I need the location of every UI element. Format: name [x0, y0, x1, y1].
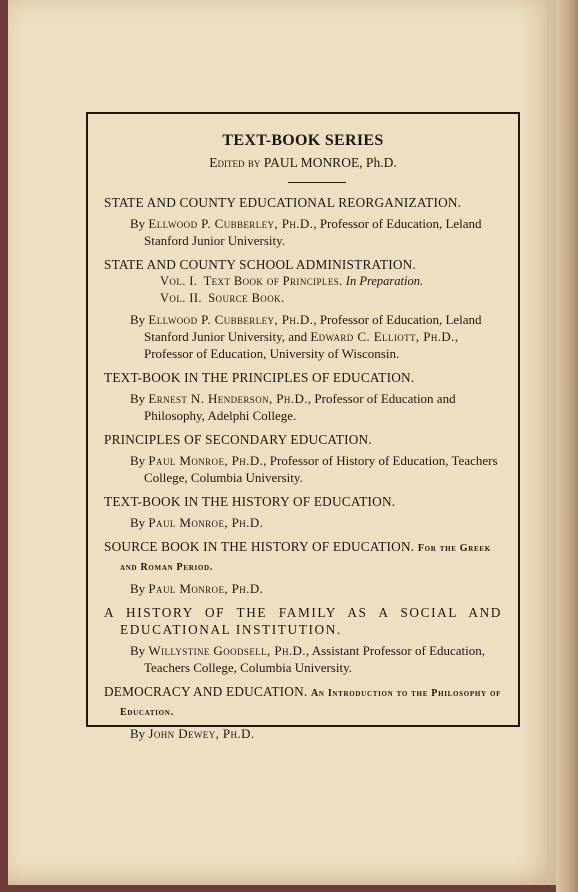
author-prefix: By: [130, 216, 146, 231]
author-prefix: By: [130, 726, 146, 741]
book-title: TEXT-BOOK IN THE PRINCIPLES OF EDUCATION.: [104, 370, 415, 385]
series-frame: [86, 112, 520, 741]
author-details: , Assistant Professor of Education, Teachers College, Columbia University.: [144, 643, 486, 675]
author-prefix: By: [130, 312, 146, 327]
book-subtitle: For the Greek and Roman Period.: [120, 543, 491, 573]
book-author: [104, 580, 502, 597]
author-details: , Professor of History of Education, Teachers College, Columbia University.: [144, 453, 498, 485]
book-author: [104, 452, 502, 486]
author-prefix: By: [130, 453, 146, 468]
editor-prefix: Edited by: [209, 155, 261, 170]
author-prefix: By: [130, 643, 146, 658]
author-details: , Professor of Education and Philosophy, Adelphi College.: [144, 391, 456, 423]
book-author: [104, 215, 502, 249]
author-details: , Professor of Education, Leland Stanford Junior University.: [144, 216, 482, 248]
author-name: Ernest N. Henderson, Ph.D.: [148, 391, 308, 406]
title-rule: [288, 182, 346, 183]
book-author: [104, 311, 502, 362]
volume-name: Text Book of Principles.: [203, 274, 343, 288]
page-edge: [556, 0, 578, 892]
book-entry: [104, 369, 502, 424]
book-entry: [104, 256, 502, 362]
author-name: Ellwood P. Cubberley, Ph.D.: [148, 216, 314, 231]
book-author: [104, 514, 502, 531]
book-title: [104, 538, 502, 576]
volume-number: Vol. I.: [160, 274, 198, 288]
book-author: [104, 642, 502, 676]
volume-number: Vol. II.: [160, 291, 202, 305]
author-prefix: By: [130, 391, 146, 406]
book-title: TEXT-BOOK IN THE HISTORY OF EDUCATION.: [104, 494, 396, 509]
author-name: Willystine Goodsell, Ph.D.: [148, 643, 306, 658]
book-entry: [104, 683, 502, 742]
page-edge-line: [547, 0, 549, 885]
author-name: Paul Monroe, Ph.D.: [148, 581, 264, 596]
book-entry: [104, 538, 502, 597]
book-list: [104, 194, 502, 749]
book-title: PRINCIPLES OF SECONDARY EDUCATION.: [104, 432, 372, 447]
editor-name: PAUL MONROE, Ph.D.: [263, 155, 397, 170]
volume-name: Source Book.: [208, 291, 285, 305]
book-title-main: SOURCE BOOK IN THE HISTORY OF EDUCATION.: [104, 539, 415, 554]
author-name: John Dewey, Ph.D.: [148, 726, 255, 741]
book-author: [104, 725, 502, 742]
author-name-2: Edward C. Elliott, Ph.D.: [310, 329, 455, 344]
author-prefix: By: [130, 581, 146, 596]
book-entry: [104, 493, 502, 531]
author-name: Ellwood P. Cubberley, Ph.D.: [148, 312, 314, 327]
book-author: [104, 390, 502, 424]
series-editor: [88, 155, 518, 171]
book-title: [104, 683, 502, 721]
book-entry: [104, 431, 502, 486]
book-entry: [104, 194, 502, 249]
series-title: TEXT-BOOK SERIES: [222, 132, 384, 149]
book-entry: [104, 604, 502, 676]
volume-line: [104, 273, 502, 290]
book-title: A HISTORY OF THE FAMILY AS A SOCIAL AND EDUCATIONAL INSTITUTION.: [104, 605, 502, 637]
volume-note: In Preparation.: [345, 274, 424, 288]
author-name: Paul Monroe, Ph.D.: [148, 453, 264, 468]
book-title: STATE AND COUNTY SCHOOL ADMINISTRATION.: [104, 257, 416, 272]
book-title-main: DEMOCRACY AND EDUCATION.: [104, 684, 308, 699]
book-title: STATE AND COUNTY EDUCATIONAL REORGANIZATION.: [104, 195, 462, 210]
author-name: Paul Monroe, Ph.D.: [148, 515, 264, 530]
author-prefix: By: [130, 515, 146, 530]
book-subtitle: An Introduction to the Philosophy of Education.: [120, 688, 502, 718]
author-details-2: , Professor of Education, University of Wisconsin.: [144, 329, 459, 361]
author-details: , Professor of Education, Leland Stanford Junior University, and: [144, 312, 482, 344]
volume-line: [104, 290, 502, 307]
